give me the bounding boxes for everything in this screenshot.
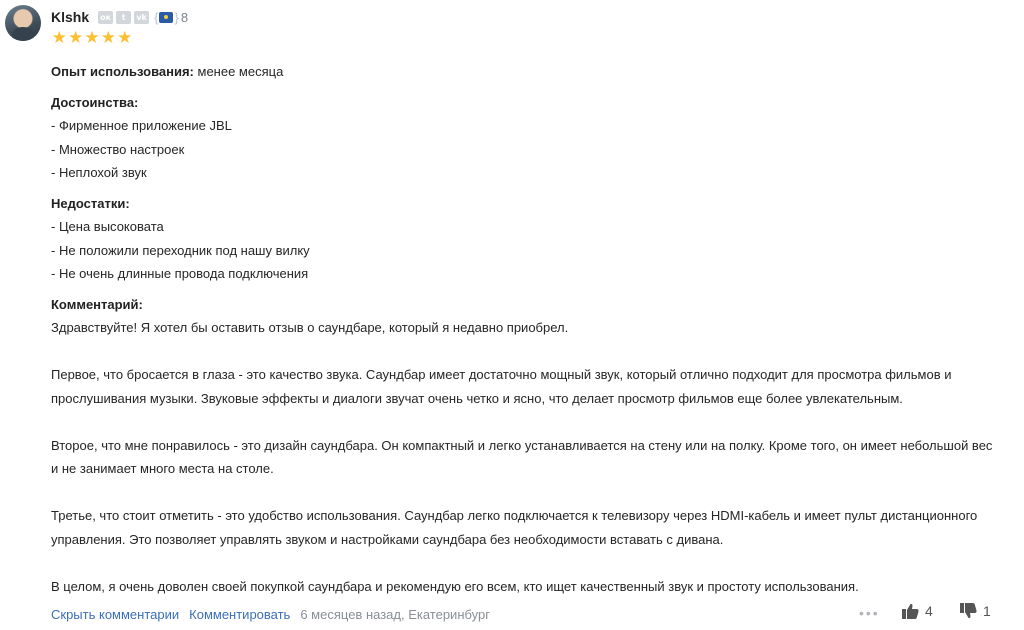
thumbs-down-icon — [960, 603, 977, 619]
pros-label: Достоинства: — [51, 94, 139, 110]
author-line — [51, 9, 188, 25]
star-icon: ★ — [100, 28, 116, 47]
usage-field — [51, 60, 1001, 84]
comment-paragraph: Здравствуйте! Я хотел бы оставить отзыв о саундбаре, который я недавно приобрел. — [51, 320, 569, 335]
achievement-badge[interactable] — [154, 10, 188, 25]
review-footer — [51, 602, 1024, 626]
usage-value: менее месяца — [197, 64, 284, 79]
comment-link[interactable]: Комментировать — [189, 606, 291, 622]
ok-icon[interactable]: ок — [98, 11, 113, 24]
review-body — [51, 60, 1001, 598]
medal-icon — [159, 12, 173, 23]
like-count: 4 — [925, 603, 933, 619]
star-icon: ★ — [84, 28, 100, 47]
laurel-left-icon: { — [154, 9, 159, 25]
cons-section — [51, 192, 1001, 286]
comment-section — [51, 293, 1001, 599]
star-icon: ★ — [67, 28, 84, 47]
rating-stars — [51, 28, 133, 48]
laurel-right-icon: } — [174, 9, 179, 25]
star-icon: ★ — [51, 28, 67, 47]
thumbs-up-icon — [902, 603, 919, 619]
star-icon: ★ — [117, 28, 133, 47]
usage-label: Опыт использования: — [51, 64, 194, 79]
more-options-button[interactable]: ••• — [859, 605, 880, 621]
hide-comments-link[interactable]: Скрыть комментарии — [51, 606, 180, 622]
dislike-button[interactable] — [960, 603, 991, 619]
cons-label: Недостатки: — [51, 195, 130, 211]
cons-item: - Цена высоковата — [51, 219, 164, 234]
comment-paragraph: Второе, что мне понравилось - это дизайн саундбара. Он компактный и легко устанавливается на стену или на полку. Кроме того, он имеет небольшой вес и не занимает много места на столе. — [51, 437, 993, 476]
comment-paragraph: В целом, я очень доволен своей покупкой саундбара и рекомендую его всем, кто ищет качественный звук и простоту использования. — [51, 578, 859, 594]
cons-item: - Не положили переходник под нашу вилку — [51, 242, 310, 258]
pros-item: - Неплохой звук — [51, 165, 147, 180]
comment-label: Комментарий: — [51, 296, 143, 312]
cons-item: - Не очень длинные провода подключения — [51, 266, 309, 281]
avatar[interactable] — [5, 5, 41, 41]
vk-icon[interactable]: vk — [134, 11, 149, 24]
comment-paragraph: Третье, что стоит отметить - это удобство использования. Саундбар легко подключается к телевизору через HDMI-кабель и имеет пульт дистанционного управления. Это позволяет управлять звуком и настройками саундбара без необходимости вставать с дивана. — [51, 508, 978, 547]
like-button[interactable] — [902, 603, 933, 619]
dislike-count: 1 — [983, 603, 991, 619]
pros-section — [51, 91, 1001, 185]
twitter-icon[interactable]: t — [116, 11, 131, 24]
author-name[interactable]: Klshk — [51, 9, 90, 25]
review-meta: 6 месяцев назад, Екатеринбург — [300, 606, 490, 622]
pros-item: - Множество настроек — [51, 141, 185, 157]
comment-paragraph: Первое, что бросается в глаза - это качество звука. Саундбар имеет достаточно мощный звук, который отлично подходит для просмотра фильмов и прослушивания музыки. Звуковые эффекты и диалоги звучат очень четко и ясно, что делает просмотр фильмов еще более увлекательным. — [51, 367, 952, 406]
pros-item: - Фирменное приложение JBL — [51, 118, 232, 133]
badge-count: 8 — [180, 9, 189, 25]
